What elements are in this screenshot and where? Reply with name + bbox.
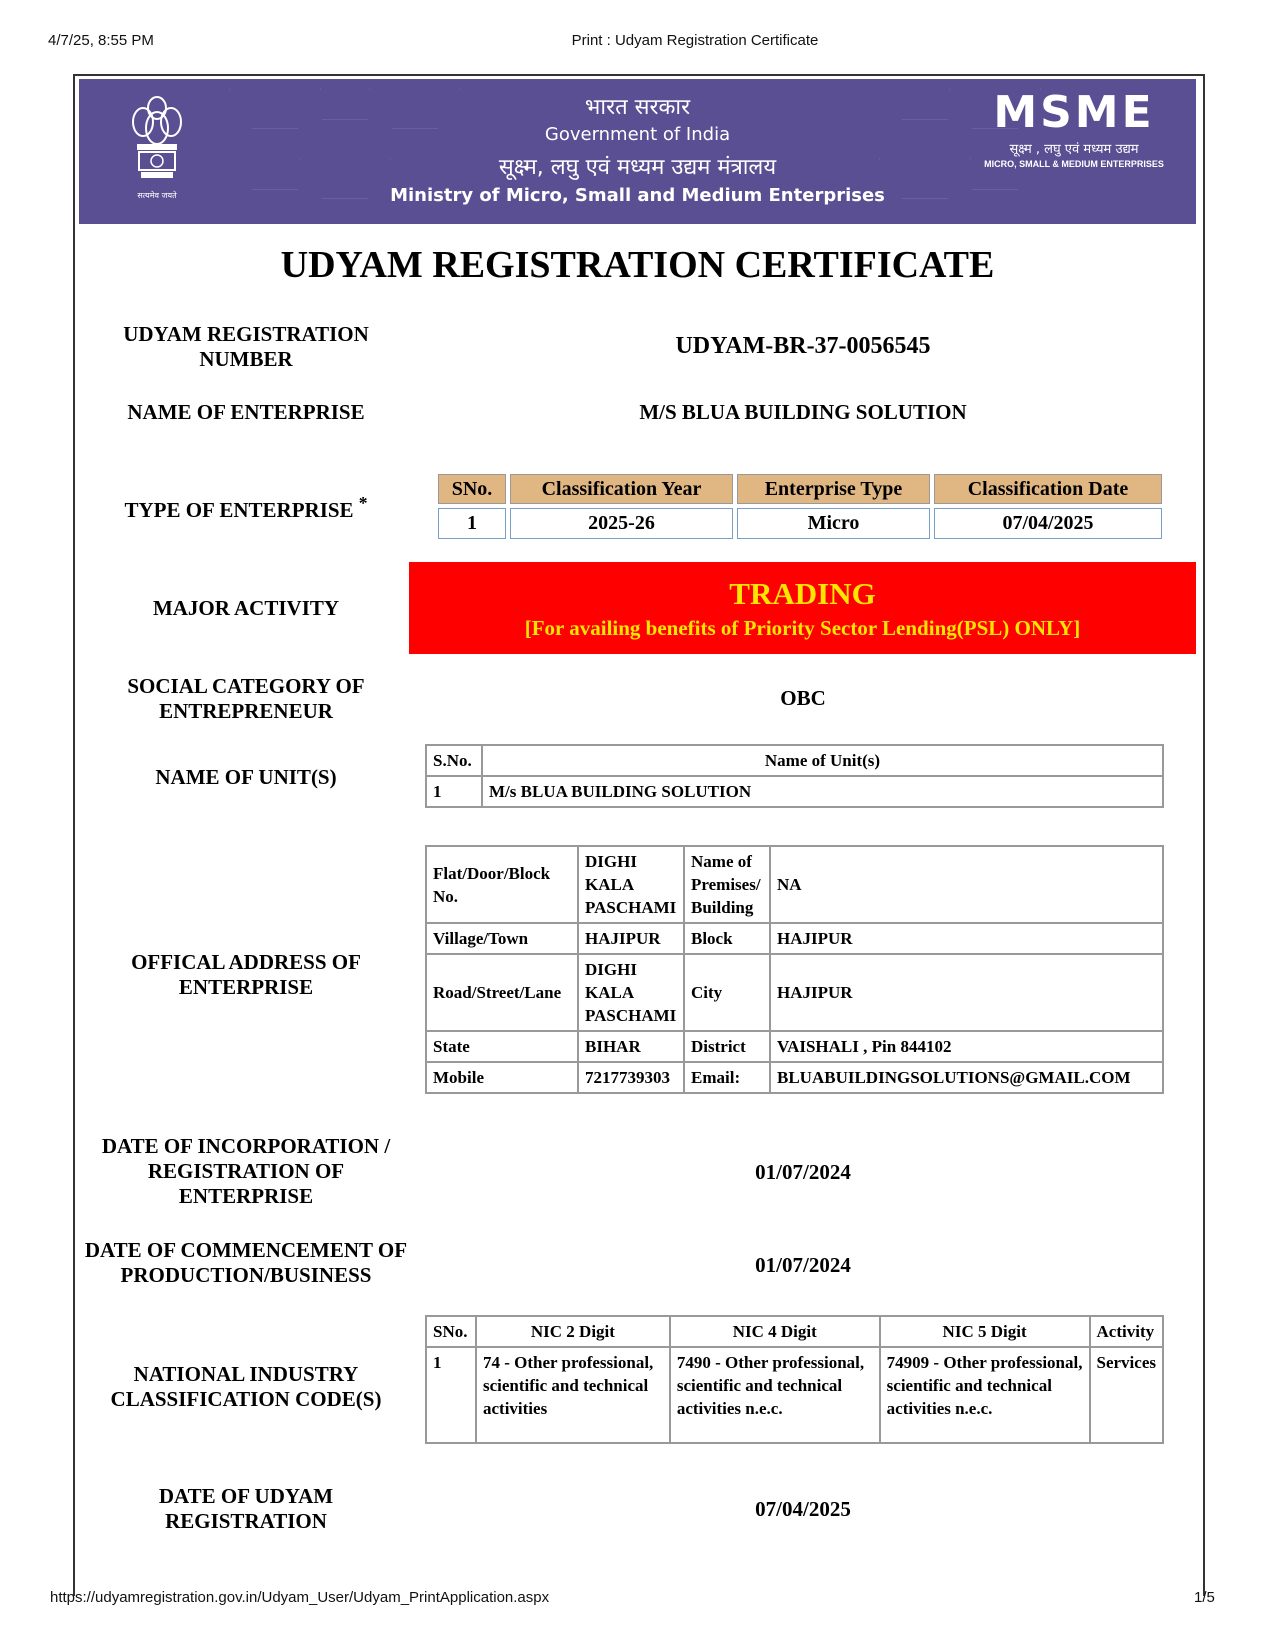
units-header-row xyxy=(426,745,1163,776)
units-table xyxy=(425,744,1164,808)
label-udyam-date: DATE OF UDYAM REGISTRATION xyxy=(158,1484,334,1533)
address-key: Block xyxy=(684,923,770,954)
address-value: HAJIPUR xyxy=(578,923,684,954)
classification-sno: 1 xyxy=(438,508,506,539)
units-header-sno: S.No. xyxy=(426,745,482,776)
nic-header: NIC 2 Digit xyxy=(476,1316,670,1347)
nic-header: NIC 4 Digit xyxy=(670,1316,880,1347)
table-row xyxy=(426,923,1163,954)
address-value: HAJIPUR xyxy=(770,954,1163,1031)
nic-table xyxy=(425,1315,1164,1444)
type-asterisk: * xyxy=(358,493,368,513)
msme-english: MICRO, SMALL & MEDIUM ENTERPRISES xyxy=(984,159,1164,169)
label-commencement: DATE OF COMMENCEMENT OF PRODUCTION/BUSINESS xyxy=(84,1238,408,1287)
major-activity-note: [For availing benefits of Priority Sector Lending(PSL) ONLY] xyxy=(524,616,1081,640)
classification-row xyxy=(438,508,1162,539)
nic-header: NIC 5 Digit xyxy=(880,1316,1090,1347)
unit-name: M/s BLUA BUILDING SOLUTION xyxy=(482,776,1163,807)
print-page-title: Print : Udyam Registration Certificate xyxy=(571,32,819,49)
nic-5-digit: 74909 - Other professional, scientific and technical activities n.e.c. xyxy=(880,1347,1090,1443)
table-row xyxy=(426,1062,1163,1093)
table-row xyxy=(426,954,1163,1031)
nic-2-digit: 74 - Other professional, scientific and technical activities xyxy=(476,1347,670,1443)
enterprise-name: M/S BLUA BUILDING SOLUTION xyxy=(639,400,967,424)
label-type-of-enterprise xyxy=(88,491,404,523)
email-value: BLUABUILDINGSOLUTIONS@GMAIL.COM xyxy=(770,1062,1163,1093)
nic-header-row xyxy=(426,1316,1163,1347)
major-activity-value: TRADING xyxy=(729,576,876,611)
nic-header: Activity xyxy=(1090,1316,1163,1347)
address-key: City xyxy=(684,954,770,1031)
label-major-activity: MAJOR ACTIVITY xyxy=(152,596,340,620)
classification-header-row xyxy=(438,474,1162,504)
address-value: VAISHALI , Pin 844102 xyxy=(770,1031,1163,1062)
major-activity-box xyxy=(409,562,1196,654)
incorporation-date: 01/07/2024 xyxy=(755,1160,851,1184)
footer-url: https://udyamregistration.gov.in/Udyam_User/Udyam_PrintApplication.aspx xyxy=(50,1589,550,1606)
government-banner xyxy=(79,79,1196,224)
classification-header: Classification Year xyxy=(510,474,733,504)
classification-header: SNo. xyxy=(438,474,506,504)
address-key: Road/Street/Lane xyxy=(426,954,578,1031)
table-row xyxy=(426,776,1163,807)
label-incorporation: DATE OF INCORPORATION / REGISTRATION OF ENTERPRISE xyxy=(101,1134,391,1208)
social-category: OBC xyxy=(780,686,826,710)
nic-sno: 1 xyxy=(426,1347,476,1443)
commencement-date: 01/07/2024 xyxy=(755,1253,851,1277)
table-row xyxy=(426,1347,1163,1443)
enterprise-type: Micro xyxy=(737,508,930,539)
address-value: NA xyxy=(770,846,1163,923)
emblem-motto: सत्यमेव जयते xyxy=(137,191,177,200)
msme-hindi: सूक्ष्म , लघु एवं मध्यम उद्यम xyxy=(1009,142,1139,157)
footer-page-number: 1/5 xyxy=(1194,1589,1215,1606)
address-key: Name of Premises/ Building xyxy=(684,846,770,923)
label-social-category: SOCIAL CATEGORY OF ENTREPRENEUR xyxy=(127,674,365,723)
msme-logo xyxy=(984,87,1164,169)
nic-4-digit: 7490 - Other professional, scientific and technical activities n.e.c. xyxy=(670,1347,880,1443)
nic-header: SNo. xyxy=(426,1316,476,1347)
units-header-name: Name of Unit(s) xyxy=(482,745,1163,776)
msme-logo-text: MSME xyxy=(993,87,1155,138)
banner-ministry: Ministry of Micro, Small and Medium Enterprises xyxy=(390,185,885,206)
address-value: BIHAR xyxy=(578,1031,684,1062)
classification-year: 2025-26 xyxy=(510,508,733,539)
certificate-title: UDYAM REGISTRATION CERTIFICATE xyxy=(280,244,995,286)
address-key: Flat/Door/Block No. xyxy=(426,846,578,923)
banner-government-of-india: Government of India xyxy=(544,124,731,145)
print-datetime: 4/7/25, 8:55 PM xyxy=(48,32,154,49)
label-enterprise-name: NAME OF ENTERPRISE xyxy=(127,400,365,424)
classification-table xyxy=(434,470,1166,543)
banner-hindi-government: भारत सरकार xyxy=(584,95,691,120)
address-value: DIGHI KALA PASCHAMI xyxy=(578,846,684,923)
label-units: NAME OF UNIT(S) xyxy=(155,765,337,789)
registration-number: UDYAM-BR-37-0056545 xyxy=(675,333,931,359)
address-value: DIGHI KALA PASCHAMI xyxy=(578,954,684,1031)
address-key: Mobile xyxy=(426,1062,578,1093)
classification-date: 07/04/2025 xyxy=(934,508,1162,539)
label-registration-number: UDYAM REGISTRATION NUMBER xyxy=(123,322,369,371)
unit-sno: 1 xyxy=(426,776,482,807)
table-row xyxy=(426,846,1163,923)
nic-activity: Services xyxy=(1090,1347,1163,1443)
label-address: OFFICAL ADDRESS OF ENTERPRISE xyxy=(131,950,361,999)
address-value: 7217739303 xyxy=(578,1062,684,1093)
table-row xyxy=(426,1031,1163,1062)
classification-header: Classification Date xyxy=(934,474,1162,504)
classification-header: Enterprise Type xyxy=(737,474,930,504)
address-key: Village/Town xyxy=(426,923,578,954)
udyam-registration-date: 07/04/2025 xyxy=(755,1497,851,1521)
address-key: District xyxy=(684,1031,770,1062)
address-key: Email: xyxy=(684,1062,770,1093)
label-nic: NATIONAL INDUSTRY CLASSIFICATION CODE(S) xyxy=(110,1362,382,1411)
label-type-text: TYPE OF ENTERPRISE xyxy=(124,498,354,522)
address-value: HAJIPUR xyxy=(770,923,1163,954)
address-key: State xyxy=(426,1031,578,1062)
banner-hindi-ministry: सूक्ष्म, लघु एवं मध्यम उद्यम मंत्रालय xyxy=(498,155,777,180)
address-table xyxy=(425,845,1164,1094)
